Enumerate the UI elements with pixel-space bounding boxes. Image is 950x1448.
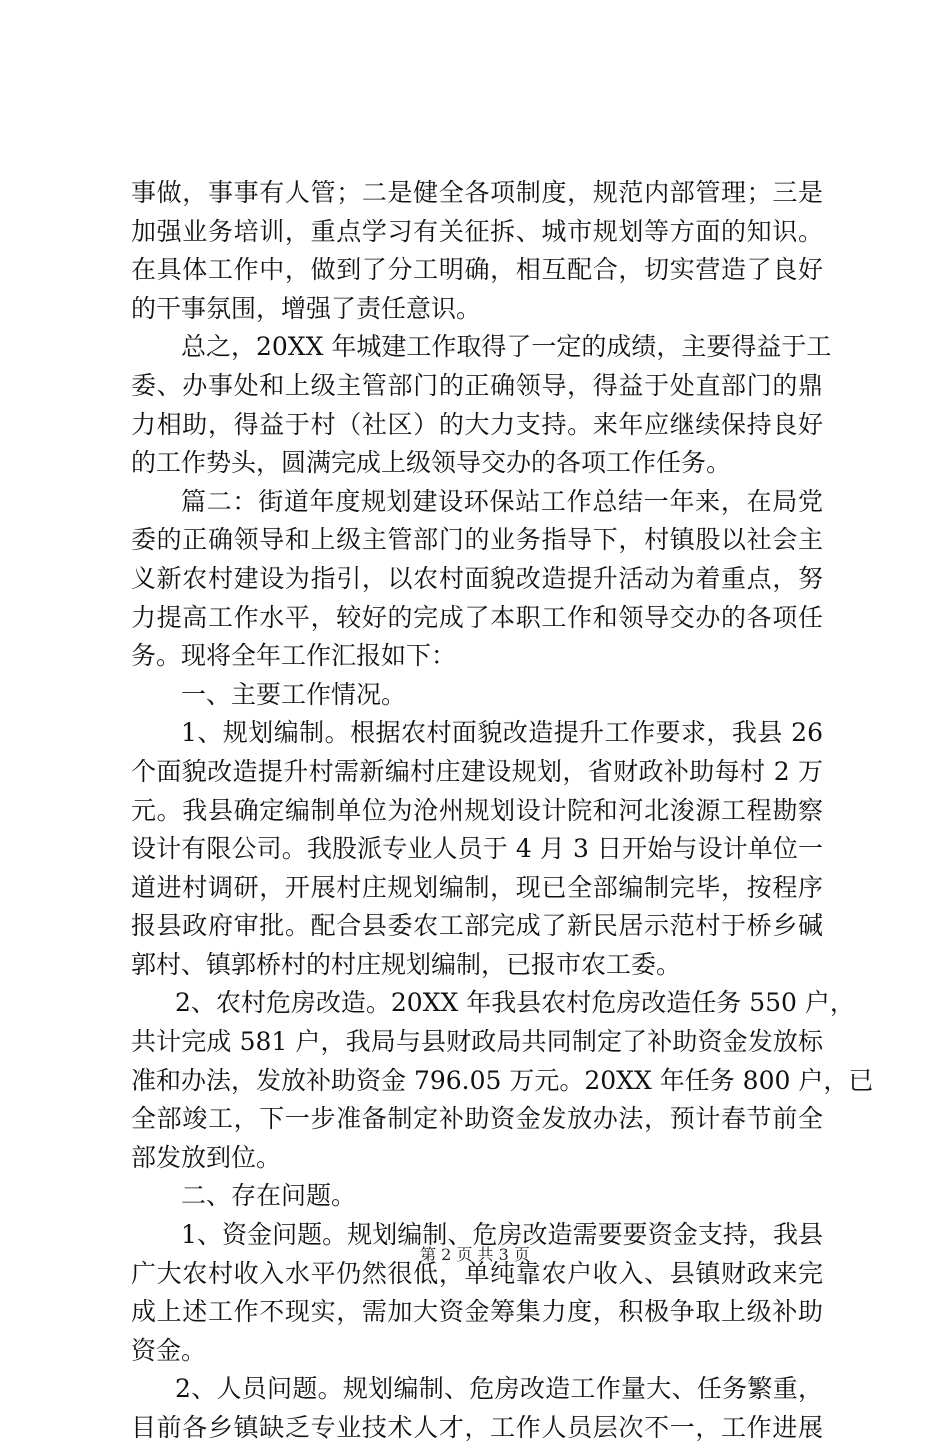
text-line: 郭村、镇郭桥村的村庄规划编制，已报市农工委。: [131, 949, 682, 979]
text-line: 道进村调研，开展村庄规划编制，现已全部编制完毕，按程序: [131, 872, 823, 902]
section-heading: 二、存在问题。: [181, 1181, 357, 1211]
text-line: 力提高工作水平，较好的完成了本职工作和领导交办的各项任: [131, 602, 823, 632]
text-line: 个面貌改造提升村需新编村庄建设规划，省财政补助每村 2 万: [131, 756, 823, 786]
text-line: 元。我县确定编制单位为沧州规划设计院和河北浚源工程勘察: [131, 795, 823, 825]
text-line: 共计完成 581 户，我局与县财政局共同制定了补助资金发放标: [131, 1027, 823, 1057]
text-line: 设计有限公司。我股派专业人员于 4 月 3 日开始与设计单位一: [131, 834, 823, 864]
paragraph-first-line: 2、人员问题。规划编制、危房改造工作量大、任务繁重，: [175, 1374, 823, 1404]
text-line: 部发放到位。: [131, 1142, 282, 1172]
text-line: 义新农村建设为指引，以农村面貌改造提升活动为着重点，努: [131, 563, 823, 593]
text-line: 广大农村收入水平仍然很低，单纯靠农户收入、县镇财政来完: [131, 1258, 823, 1288]
text-line: 力相助，得益于村（社区）的大力支持。来年应继续保持良好: [131, 409, 823, 439]
text-line: 加强业务培训，重点学习有关征拆、城市规划等方面的知识。: [131, 216, 823, 246]
text-line: 成上述工作不现实，需加大资金筹集力度，积极争取上级补助: [131, 1297, 823, 1327]
paragraph-first-line: 总之，20XX 年城建工作取得了一定的成绩，主要得益于工: [181, 332, 832, 362]
page-number-footer: 第 2 页 共 3 页: [420, 1245, 530, 1264]
text-line: 报县政府审批。配合县委农工部完成了新民居示范村于桥乡碱: [131, 911, 823, 941]
section-heading: 一、主要工作情况。: [181, 679, 407, 709]
paragraph-first-line: 1、资金问题。规划编制、危房改造需要要资金支持，我县: [181, 1220, 823, 1250]
paragraph-first-line: 1、规划编制。根据农村面貌改造提升工作要求，我县 26: [181, 718, 823, 748]
text-line: 准和办法，发放补助资金 796.05 万元。20XX 年任务 800 户，已: [131, 1065, 874, 1095]
text-line: 在具体工作中，做到了分工明确，相互配合，切实营造了良好: [131, 255, 823, 285]
text-line: 资金。: [131, 1335, 207, 1365]
text-line: 委、办事处和上级主管部门的正确领导，得益于处直部门的鼎: [131, 370, 823, 400]
text-line: 的干事氛围，增强了责任意识。: [131, 293, 482, 323]
text-line: 的工作势头，圆满完成上级领导交办的各项工作任务。: [131, 448, 732, 478]
paragraph-first-line: 2、农村危房改造。20XX 年我县农村危房改造任务 550 户，: [175, 988, 855, 1018]
text-line: 目前各乡镇缺乏专业技术人才，工作人员层次不一，工作进展: [131, 1413, 823, 1442]
text-line: 事做，事事有人管；二是健全各项制度，规范内部管理；三是: [131, 178, 823, 207]
text-line: 全部竣工，下一步准备制定补助资金发放办法，预计春节前全: [131, 1104, 823, 1134]
paragraph-first-line: 篇二：街道年度规划建设环保站工作总结一年来，在局党: [181, 486, 823, 516]
text-line: 务。现将全年工作汇报如下：: [131, 641, 457, 671]
text-line: 委的正确领导和上级主管部门的业务指导下，村镇股以社会主: [131, 525, 823, 555]
